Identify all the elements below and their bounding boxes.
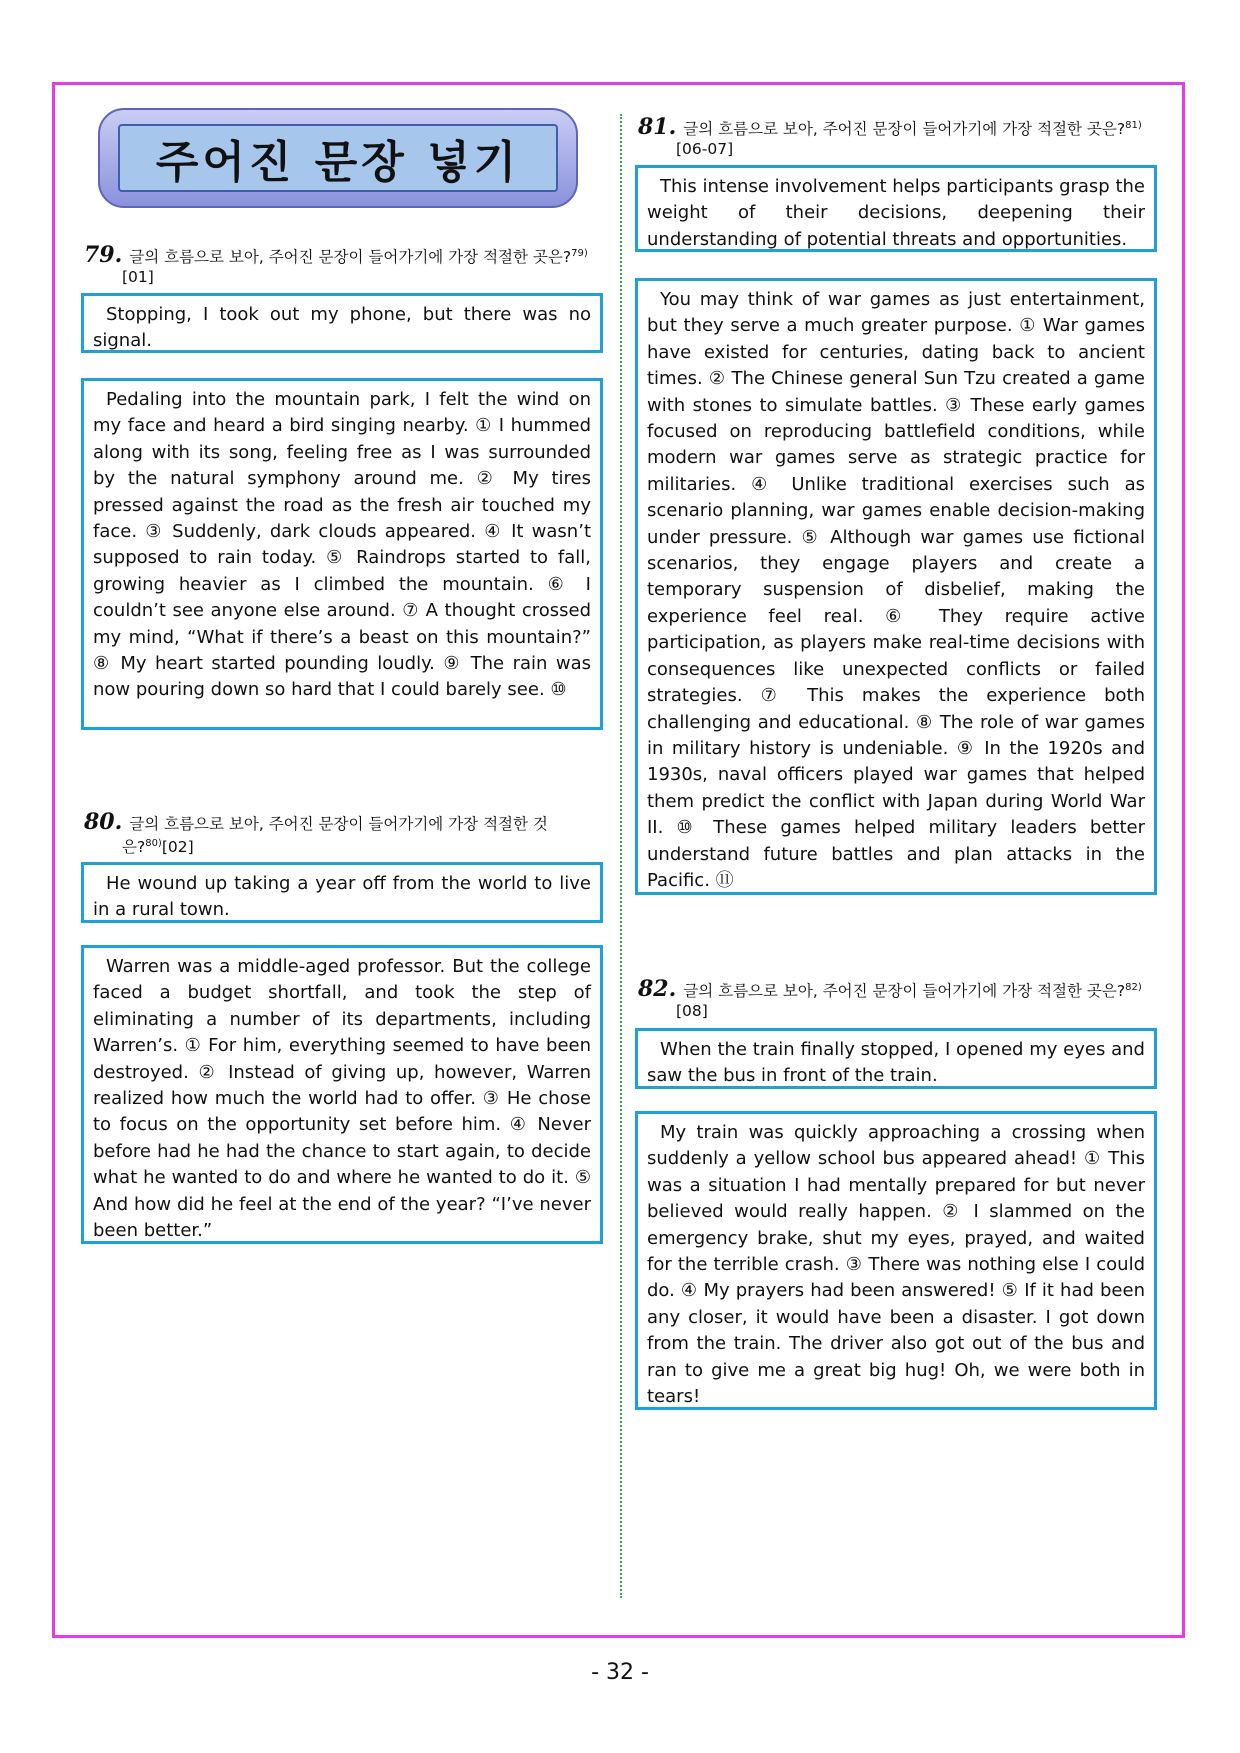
- question-82-header: [638, 978, 1168, 1021]
- question-number: 80.: [84, 809, 123, 835]
- passage-box-82: [635, 1111, 1157, 1410]
- passage-box-80: [81, 945, 603, 1244]
- given-sentence: When the train finally stopped, I opened my eyes and saw the bus in front of the train.: [647, 1039, 1145, 1087]
- passage-text: Warren was a middle-aged professor. But the college faced a budget shortfall, and took the step of eliminating a number of its departments, including Warren’s. ① For him, everything seemed to have been destroyed. ② Instead of giving up, however, Warren realized how much the world had to offer. ③ He chose to focus on the opportunity set before him. ④ Never before had he had the chance to start again, to decide what he wanted to do and where he wanted to do it. ⑤ And how did he feel at the end of the year? “I’ve never been better.”: [93, 956, 591, 1242]
- footnote-marker: 80): [145, 838, 162, 849]
- given-sentence: He wound up taking a year off from the world to live in a rural town.: [93, 873, 591, 921]
- passage-text: You may think of war games as just entertainment, but they serve a much greater purpose. ① War games have existed for centuries, dating back to ancient times. ② The Chinese general Sun Tzu created a game with stones to simulate battles. ③ These early games focused on reproducing battlefield conditions, while modern war games serve as strategic practice for militaries. ④ Unlike traditional exercises such as scenario planning, war games enable decision-making under pressure. ⑤ Although war games use fictional scenarios, they engage players and create a temporary suspension of disbelief, making the experience feel real. ⑥ They require active participation, as players make real-time decisions with consequences like unexpected conflicts or failed strategies. ⑦ This makes the experience both challenging and educational. ⑧ The role of war games in military history is undeniable. ⑨ In the 1920s and 1930s, naval officers played war games that helped them predict the conflict with Japan during World War II. ⑩ These games helped military leaders better understand future battles and plan attacks in the Pacific. ⑪: [647, 289, 1145, 891]
- question-number: 81.: [638, 114, 677, 141]
- given-sentence: This intense involvement helps participants grasp the weight of their decisions, deepening their understanding of potential threats and opportunities.: [647, 176, 1145, 250]
- given-sentence-box-80: [81, 862, 603, 923]
- given-sentence-box-79: [81, 293, 603, 353]
- footnote-marker: 81): [1125, 120, 1142, 131]
- question-79-header: [84, 244, 604, 287]
- question-number: 79.: [84, 242, 123, 269]
- question-number: 82.: [638, 976, 677, 1003]
- question-prompt: 글의 흐름으로 보아, 주어진 문장이 들어가기에 가장 적절한 것: [129, 815, 548, 833]
- question-prompt: 글의 흐름으로 보아, 주어진 문장이 들어가기에 가장 적절한 곳은?: [683, 982, 1126, 1001]
- question-source-ref: [02]: [161, 838, 194, 857]
- question-81-header: [638, 116, 1168, 159]
- question-80-header: [84, 809, 604, 857]
- question-source-ref: [06-07]: [676, 140, 734, 159]
- column-divider: [620, 114, 622, 1598]
- question-prompt-continued: 은?: [122, 838, 146, 857]
- given-sentence: Stopping, I took out my phone, but there was no signal.: [93, 304, 591, 352]
- footnote-marker: 79): [571, 248, 588, 259]
- question-prompt: 글의 흐름으로 보아, 주어진 문장이 들어가기에 가장 적절한 곳은?: [683, 120, 1126, 139]
- section-title: 주어진 문장 넣기: [118, 124, 558, 192]
- footnote-marker: 82): [1125, 982, 1142, 993]
- question-source-ref: [01]: [122, 268, 154, 287]
- page-number: - 32 -: [591, 1660, 649, 1685]
- passage-box-81: [635, 278, 1157, 895]
- question-source-ref: [08]: [676, 1002, 708, 1021]
- question-prompt: 글의 흐름으로 보아, 주어진 문장이 들어가기에 가장 적절한 곳은?: [129, 248, 572, 267]
- given-sentence-box-82: [635, 1028, 1157, 1089]
- given-sentence-box-81: [635, 165, 1157, 252]
- passage-text: My train was quickly approaching a crossing when suddenly a yellow school bus appeared ahead! ① This was a situation I had mentally prepared for but never believed would really happen. ② I slammed on the emergency brake, shut my eyes, prayed, and waited for the terrible crash. ③ There was nothing else I could do. ④ My prayers had been answered! ⑤ If it had been any closer, it would have been a disaster. I got down from the train. The driver also got out of the bus and ran to give me a great big hug! Oh, we were both in tears!: [647, 1122, 1145, 1408]
- passage-text: Pedaling into the mountain park, I felt the wind on my face and heard a bird singing nearby. ① I hummed along with its song, feeling free as I was surrounded by the natural symphony around me. ② My tires pressed against the road as the fresh air touched my face. ③ Suddenly, dark clouds appeared. ④ It wasn’t supposed to rain today. ⑤ Raindrops started to fall, growing heavier as I climbed the mountain. ⑥ I couldn’t see anyone else around. ⑦ A thought crossed my mind, “What if there’s a beast on this mountain?” ⑧ My heart started pounding loudly. ⑨ The rain was now pouring down so hard that I could barely see. ⑩: [93, 389, 591, 701]
- passage-box-79: [81, 378, 603, 730]
